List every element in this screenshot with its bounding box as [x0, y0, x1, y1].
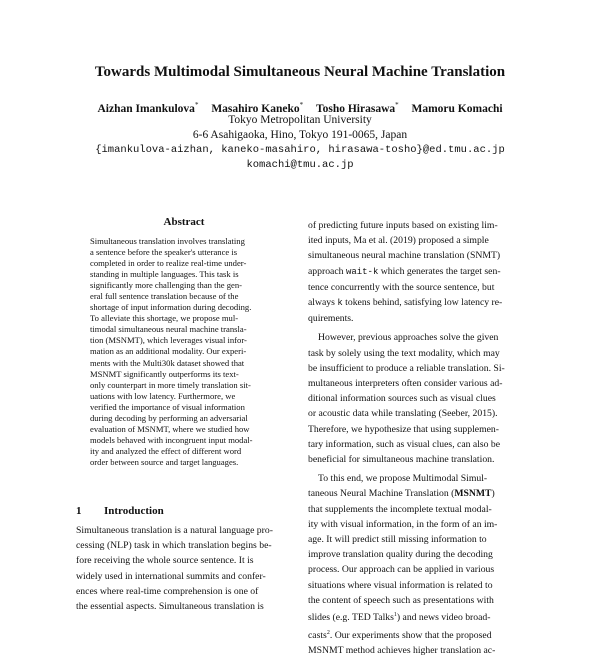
text-line: significantly more challenging than the gen-	[90, 280, 243, 291]
text-line: completed in order to realize real-time under-	[90, 258, 247, 269]
text-line: cessing (NLP) task in which translation begins be-	[76, 540, 272, 552]
author: Aizhan Imankulova*	[97, 101, 199, 115]
text-line: a sentence before the speaker's utterance is	[90, 247, 238, 258]
author-emails: {imankulova-aizhan, kaneko-masahiro, hirasawa-tosho}@ed.tmu.ac.jp	[95, 144, 505, 156]
text-line: the content of speech such as presentations with	[308, 594, 494, 606]
section-title: Introduction	[104, 505, 164, 517]
text-line: To alleviate this shortage, we propose mul-	[90, 313, 239, 324]
text-line: ity with visual information, in the form of an im-	[308, 518, 498, 530]
section-heading-introduction	[76, 504, 286, 518]
text-line: order between source and target languages.	[90, 456, 239, 467]
text-line: process. Our approach can be applied in various	[308, 564, 495, 576]
text-line: situations where visual information is related to	[308, 579, 493, 591]
text-line: only counterpart in more timely translation sit-	[90, 379, 251, 390]
text-line: timodal simultaneous neural machine transla-	[90, 324, 247, 335]
text-line: ments with the Multi30k dataset showed that	[90, 357, 245, 368]
text-line: models behaved with incongruent input modal-	[90, 434, 253, 445]
text-line: slides (e.g. TED Talks$^1$) and news video broad-	[308, 612, 491, 624]
text-line: evaluation of MSNMT, where we studied how	[90, 423, 250, 434]
text-line: However, previous approaches solve the given	[318, 332, 499, 344]
text-line: approach wait-k which generates the target sen-	[308, 265, 501, 277]
text-line: mation as an additional modality. Our experi-	[90, 346, 247, 357]
author: Mamoru Komachi	[411, 102, 503, 115]
text-line: standing in multiple languages. This task is	[90, 269, 239, 280]
abstract-body	[90, 236, 280, 468]
paper-title: Towards Multimodal Simultaneous Neural Machine Translation	[94, 64, 506, 80]
author: Masahiro Kaneko*	[211, 101, 304, 115]
text-line: verified the importance of visual information	[90, 401, 245, 412]
text-line: ity and analyzed the effect of different word	[90, 445, 242, 456]
text-line: task by solely using the text modality, which may	[308, 347, 500, 359]
text-line: ditional information sources such as visual clues	[308, 393, 496, 405]
author: Tosho Hirasawa*	[315, 101, 399, 115]
text-line: the essential aspects. Simultaneous translation is	[76, 601, 264, 613]
text-line: taneous Neural Machine Translation (MSNMT)	[308, 488, 495, 500]
text-line: beneficial for simultaneous machine translation.	[308, 454, 495, 466]
introduction-body	[76, 523, 288, 614]
text-line: fore receiving the whole source sentence. It is	[76, 555, 254, 567]
text-line: MSNMT method achieves higher translation ac-	[308, 644, 496, 656]
text-line: or acoustic data while translating (Seeber, 2015).	[308, 408, 498, 420]
affiliation-address: 6-6 Asahigaoka, Hino, Tokyo 191-0065, Japan	[192, 129, 408, 141]
text-line: simultaneous neural machine translation (SNMT)	[308, 250, 501, 262]
text-line: ences where real-time comprehension is one of	[76, 585, 259, 597]
text-line: multaneous interpreters often consider various ad-	[308, 378, 503, 390]
footnote-marker: 2	[326, 629, 330, 636]
text-line: Simultaneous translation involves translating	[90, 236, 245, 246]
text-line: eral full sentence translation because of the	[90, 291, 239, 302]
text-line: tary information, such as visual clues, can also be	[308, 438, 501, 450]
text-line: widely used in international summits and confer-	[76, 570, 266, 582]
affiliation-university: Tokyo Metropolitan University	[228, 114, 372, 126]
text-line: age. It will predict still missing information to	[308, 534, 487, 546]
abstract-heading: Abstract	[163, 216, 205, 228]
text-line: during decoding by performing an adversarial	[90, 412, 248, 423]
section-number: 1	[76, 505, 82, 517]
text-line: casts$^2$. Our experiments show that the proposed	[308, 629, 492, 641]
text-line: ited inputs, Ma et al. (2019) proposed a simple	[308, 235, 489, 247]
wait-k-code: wait-k	[345, 266, 379, 277]
footnote-marker: 1	[393, 612, 397, 619]
text-line: shortage of input information during decoding.	[90, 302, 252, 313]
text-line: tion (MSNMT), which leverages visual infor-	[90, 335, 247, 346]
text-line: that supplements the incomplete textual modal-	[308, 503, 492, 515]
text-line: tence concurrently with the source sentence, but	[308, 281, 495, 293]
right-column	[308, 218, 532, 658]
text-line: Simultaneous translation is a natural language pro-	[76, 525, 273, 536]
text-line: improve translation quality during the decoding	[308, 549, 493, 561]
text-line: uations with low latency. Furthermore, we	[90, 390, 236, 401]
text-line: MSNMT significantly outperforms its text-	[90, 368, 239, 379]
author-email-komachi: komachi@tmu.ac.jp	[246, 159, 354, 171]
text-line: To this end, we propose Multimodal Simul-	[318, 473, 488, 485]
text-line: of predicting future inputs based on existing lim-	[308, 220, 498, 231]
text-line: Therefore, we hypothesize that using supplemen-	[308, 423, 499, 435]
text-line: always k tokens behind, satisfying low latency re-	[308, 297, 503, 309]
msnmt-acronym: MSNMT	[454, 488, 492, 500]
text-line: quirements.	[308, 313, 354, 325]
text-line: be insufficient to produce a reliable translation. Si-	[308, 362, 505, 374]
